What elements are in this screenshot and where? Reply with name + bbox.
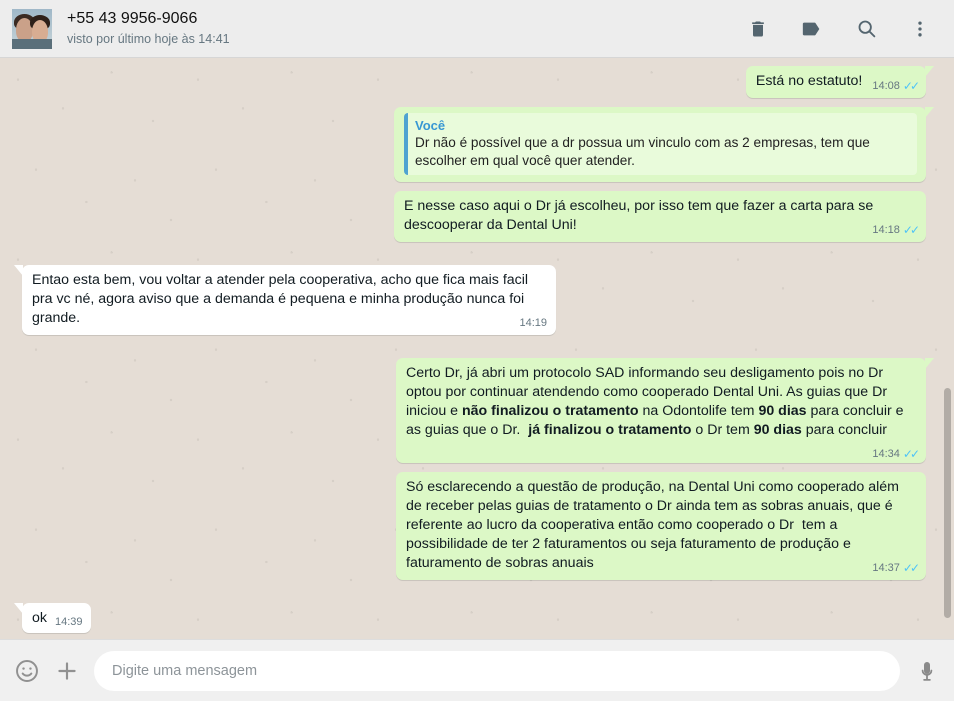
message-bubble-outgoing[interactable] [396, 358, 926, 463]
message-meta [519, 316, 547, 330]
message-input[interactable] [110, 662, 884, 680]
message-text: Só esclarecendo a questão de produção, na Dental Uni como cooperado além de receber pelas guias de tratamento o Dr ainda tem as sobras anuais, que é referente ao lucro da cooperativa então como cooperado o Dr tem a possibilidade de ter 2 faturamentos ou seja faturamento de produção e faturamento de sobras anuais [406, 479, 903, 571]
read-receipt-icon: ✓✓ [902, 79, 917, 93]
message-composer [0, 639, 954, 701]
emoji-smiley-icon[interactable] [14, 658, 40, 684]
message-row [22, 265, 926, 335]
quoted-author: Você [415, 118, 446, 133]
message-bubble-incoming[interactable] [22, 603, 91, 633]
header-titles[interactable] [67, 9, 746, 48]
message-row [22, 107, 926, 182]
chat-message-area[interactable] [0, 58, 954, 639]
message-row [22, 358, 926, 463]
message-bubble-outgoing[interactable] [394, 191, 926, 242]
message-meta [872, 447, 917, 461]
message-text: Certo Dr, já abri um protocolo SAD informando seu desligamento pois no Dr optou por continuar atendendo como cooperado Dental Uni. As guias que Dr iniciou e não finalizou o tratamento na Odontolife tem 90 dias para concluir e as guias que o Dr. já finalizou o tratamento o Dr tem 90 dias para concluir [406, 365, 908, 438]
search-icon[interactable] [854, 17, 878, 41]
message-time: 14:18 [872, 224, 900, 236]
message-bubble-incoming[interactable] [22, 265, 556, 335]
message-row [22, 191, 926, 242]
message-time: 14:39 [54, 616, 83, 628]
delete-icon[interactable] [746, 17, 770, 41]
read-receipt-icon: ✓✓ [902, 561, 917, 575]
message-bubble-quoted[interactable] [394, 107, 926, 182]
message-row [22, 603, 926, 633]
message-text: Entao esta bem, vou voltar a atender pela cooperativa, acho que fica mais facil pra vc né, agora aviso que a demanda é pequena e minha produção nunca foi grande. [32, 272, 533, 326]
message-bubble-outgoing[interactable] [396, 472, 926, 580]
message-meta [872, 79, 917, 93]
message-bubble-outgoing[interactable] [746, 66, 926, 98]
message-time: 14:19 [519, 317, 547, 329]
read-receipt-icon: ✓✓ [902, 447, 917, 461]
message-meta [872, 561, 917, 575]
message-list [22, 66, 932, 633]
attach-plus-icon[interactable] [54, 658, 80, 684]
header-actions [746, 17, 932, 41]
quoted-text: Dr não é possível que a dr possua um vinculo com as 2 empresas, tem que escolher em qual você quer atender. [415, 135, 870, 168]
message-row [22, 472, 926, 580]
read-receipt-icon: ✓✓ [902, 223, 917, 237]
message-meta [55, 615, 83, 629]
contact-name: +55 43 9956-9066 [67, 10, 198, 27]
quoted-message[interactable] [404, 113, 917, 175]
microphone-icon[interactable] [914, 658, 940, 684]
chat-scrollbar[interactable] [944, 388, 951, 618]
menu-overflow-icon[interactable] [908, 17, 932, 41]
message-input-wrapper[interactable] [94, 651, 900, 691]
chat-header [0, 0, 954, 58]
contact-status: visto por último hoje às 14:41 [67, 32, 230, 46]
message-row [22, 66, 926, 98]
message-time: 14:08 [872, 80, 900, 92]
message-text: Está no estatuto! [755, 73, 863, 89]
message-time: 14:37 [872, 562, 900, 574]
label-tag-icon[interactable] [800, 17, 824, 41]
message-text: ok [32, 610, 47, 626]
avatar[interactable] [12, 9, 52, 49]
message-text: E nesse caso aqui o Dr já escolheu, por isso tem que fazer a carta para se descooperar da Dental Uni! [404, 198, 878, 233]
message-meta [872, 223, 917, 237]
message-time: 14:34 [872, 448, 900, 460]
